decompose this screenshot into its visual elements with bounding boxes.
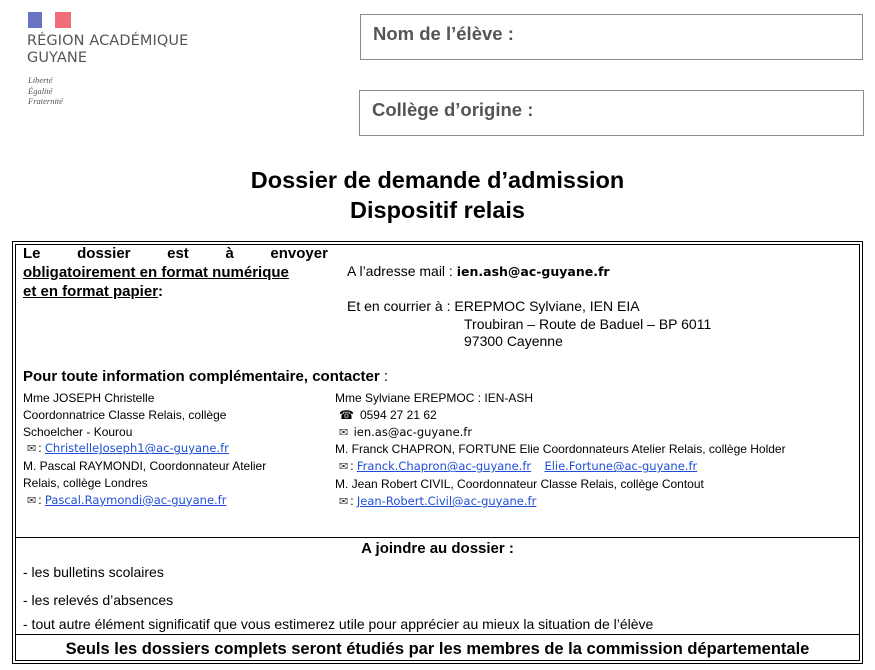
logo-motto bbox=[28, 75, 63, 107]
logo-title-line1: RÉGION ACADÉMIQUE bbox=[27, 33, 189, 49]
marianne-flag-icon bbox=[28, 12, 71, 28]
section-divider-footer bbox=[15, 634, 860, 635]
instruction-line2: obligatoirement en format numérique bbox=[23, 264, 289, 281]
instruction-line1 bbox=[23, 244, 328, 263]
motto-liberte: Liberté bbox=[28, 75, 53, 85]
section-divider-attachments bbox=[15, 537, 860, 538]
postal-address-line2: 97300 Cayenne bbox=[464, 333, 563, 349]
mail-separator: : bbox=[38, 492, 42, 507]
instruction-line3 bbox=[23, 282, 328, 301]
email-address-line bbox=[347, 263, 610, 279]
contact-heading bbox=[23, 368, 388, 385]
mail-separator: : bbox=[350, 493, 354, 508]
postal-recipient: EREPMOC Sylviane, IEN EIA bbox=[454, 298, 640, 314]
email-link-chapron[interactable]: Franck.Chapron@ac-guyane.fr bbox=[356, 459, 532, 474]
postal-address bbox=[347, 298, 711, 351]
motto-egalite: Égalité bbox=[28, 85, 53, 96]
envelope-icon: ✉ bbox=[27, 493, 37, 507]
phone-icon: ☎ bbox=[339, 407, 354, 422]
envelope-icon: ✉ bbox=[339, 460, 349, 474]
submission-email[interactable]: ien.ash@ac-guyane.fr bbox=[456, 264, 610, 279]
contact-joseph-email-line bbox=[23, 440, 266, 458]
instruction-word: dossier bbox=[77, 245, 131, 262]
contacts-right-column bbox=[335, 390, 786, 511]
contact-joseph-name: Mme JOSEPH Christelle bbox=[23, 391, 155, 405]
flag-white-band bbox=[42, 12, 55, 28]
contact-erepmoc-phone: 0594 27 21 62 bbox=[359, 407, 437, 422]
student-name-label: Nom de l’élève : bbox=[373, 23, 514, 44]
postal-label: Et en courrier à : bbox=[347, 298, 451, 314]
origin-school-label: Collège d’origine : bbox=[372, 99, 534, 120]
contact-raymondi-email-line bbox=[23, 492, 266, 510]
contact-heading-colon: : bbox=[383, 368, 389, 385]
logo-title bbox=[27, 33, 227, 66]
attachments-heading: A joindre au dossier : bbox=[361, 540, 514, 557]
postal-line1 bbox=[347, 298, 711, 316]
contacts-left-column bbox=[23, 390, 266, 510]
instruction-word: Le bbox=[23, 245, 41, 262]
mail-separator: : bbox=[38, 441, 42, 456]
email-label: A l’adresse mail : bbox=[347, 263, 453, 279]
postal-address-line1: Troubiran – Route de Baduel – BP 6011 bbox=[464, 315, 712, 332]
attachment-item: - les bulletins scolaires bbox=[23, 564, 164, 580]
instruction-colon: : bbox=[158, 283, 164, 300]
mail-separator: : bbox=[350, 459, 354, 474]
email-link-raymondi[interactable]: Pascal.Raymondi@ac-guyane.fr bbox=[44, 492, 227, 507]
attachment-item: - tout autre élément significatif que vous estimerez utile pour apprécier au mieux la situation de l’élève bbox=[23, 616, 654, 632]
contact-chapron-fortune-email-line bbox=[335, 458, 786, 476]
contact-erepmoc-email-line bbox=[335, 424, 786, 442]
contact-erepmoc-phone-line bbox=[335, 407, 786, 424]
envelope-icon: ✉ bbox=[339, 425, 349, 439]
envelope-icon: ✉ bbox=[27, 442, 37, 456]
email-link-fortune[interactable]: Elie.Fortune@ac-guyane.fr bbox=[544, 459, 698, 474]
student-name-field[interactable] bbox=[360, 14, 863, 60]
document-title: Dossier de demande d’admission bbox=[250, 167, 625, 193]
contact-civil: M. Jean Robert CIVIL, Coordonnateur Classe Relais, collège Contout bbox=[335, 476, 704, 491]
email-link-civil[interactable]: Jean-Robert.Civil@ac-guyane.fr bbox=[356, 493, 537, 508]
flag-blue-band bbox=[28, 12, 42, 28]
instruction-word: envoyer bbox=[270, 245, 328, 262]
document-subtitle: Dispositif relais bbox=[350, 197, 525, 223]
logo-title-line2: GUYANE bbox=[27, 49, 88, 66]
contact-joseph-role1: Coordonnatrice Classe Relais, collège bbox=[23, 407, 227, 422]
completeness-notice: Seuls les dossiers complets seront étudiés par les membres de la commission départementale bbox=[65, 640, 810, 658]
envelope-icon: ✉ bbox=[339, 494, 349, 508]
origin-school-field[interactable] bbox=[359, 90, 864, 136]
contact-erepmoc-email: ien.as@ac-guyane.fr bbox=[353, 424, 473, 439]
contact-chapron-fortune: M. Franck CHAPRON, FORTUNE Elie Coordonnateurs Atelier Relais, collège Holder bbox=[335, 442, 786, 457]
contact-heading-text: Pour toute information complémentaire, contacter bbox=[23, 368, 380, 385]
attachment-item: - les relevés d’absences bbox=[23, 592, 174, 608]
email-link-joseph[interactable]: ChristelleJoseph1@ac-guyane.fr bbox=[44, 441, 229, 456]
contact-raymondi-name: M. Pascal RAYMONDI, Coordonnateur Atelier bbox=[23, 459, 267, 474]
contact-raymondi-role: Relais, collège Londres bbox=[23, 475, 148, 490]
instruction-word: à bbox=[225, 245, 234, 262]
contact-erepmoc-name: Mme Sylviane EREPMOC : IEN-ASH bbox=[335, 391, 534, 405]
contact-civil-email-line bbox=[335, 493, 786, 511]
instruction-word: est bbox=[167, 245, 189, 262]
sending-instructions bbox=[23, 244, 328, 301]
instruction-line3-text: et en format papier bbox=[23, 283, 159, 300]
flag-red-band bbox=[55, 12, 71, 28]
contact-joseph-role2: Schoelcher - Kourou bbox=[23, 424, 133, 439]
motto-fraternite: Fraternité bbox=[28, 96, 63, 106]
